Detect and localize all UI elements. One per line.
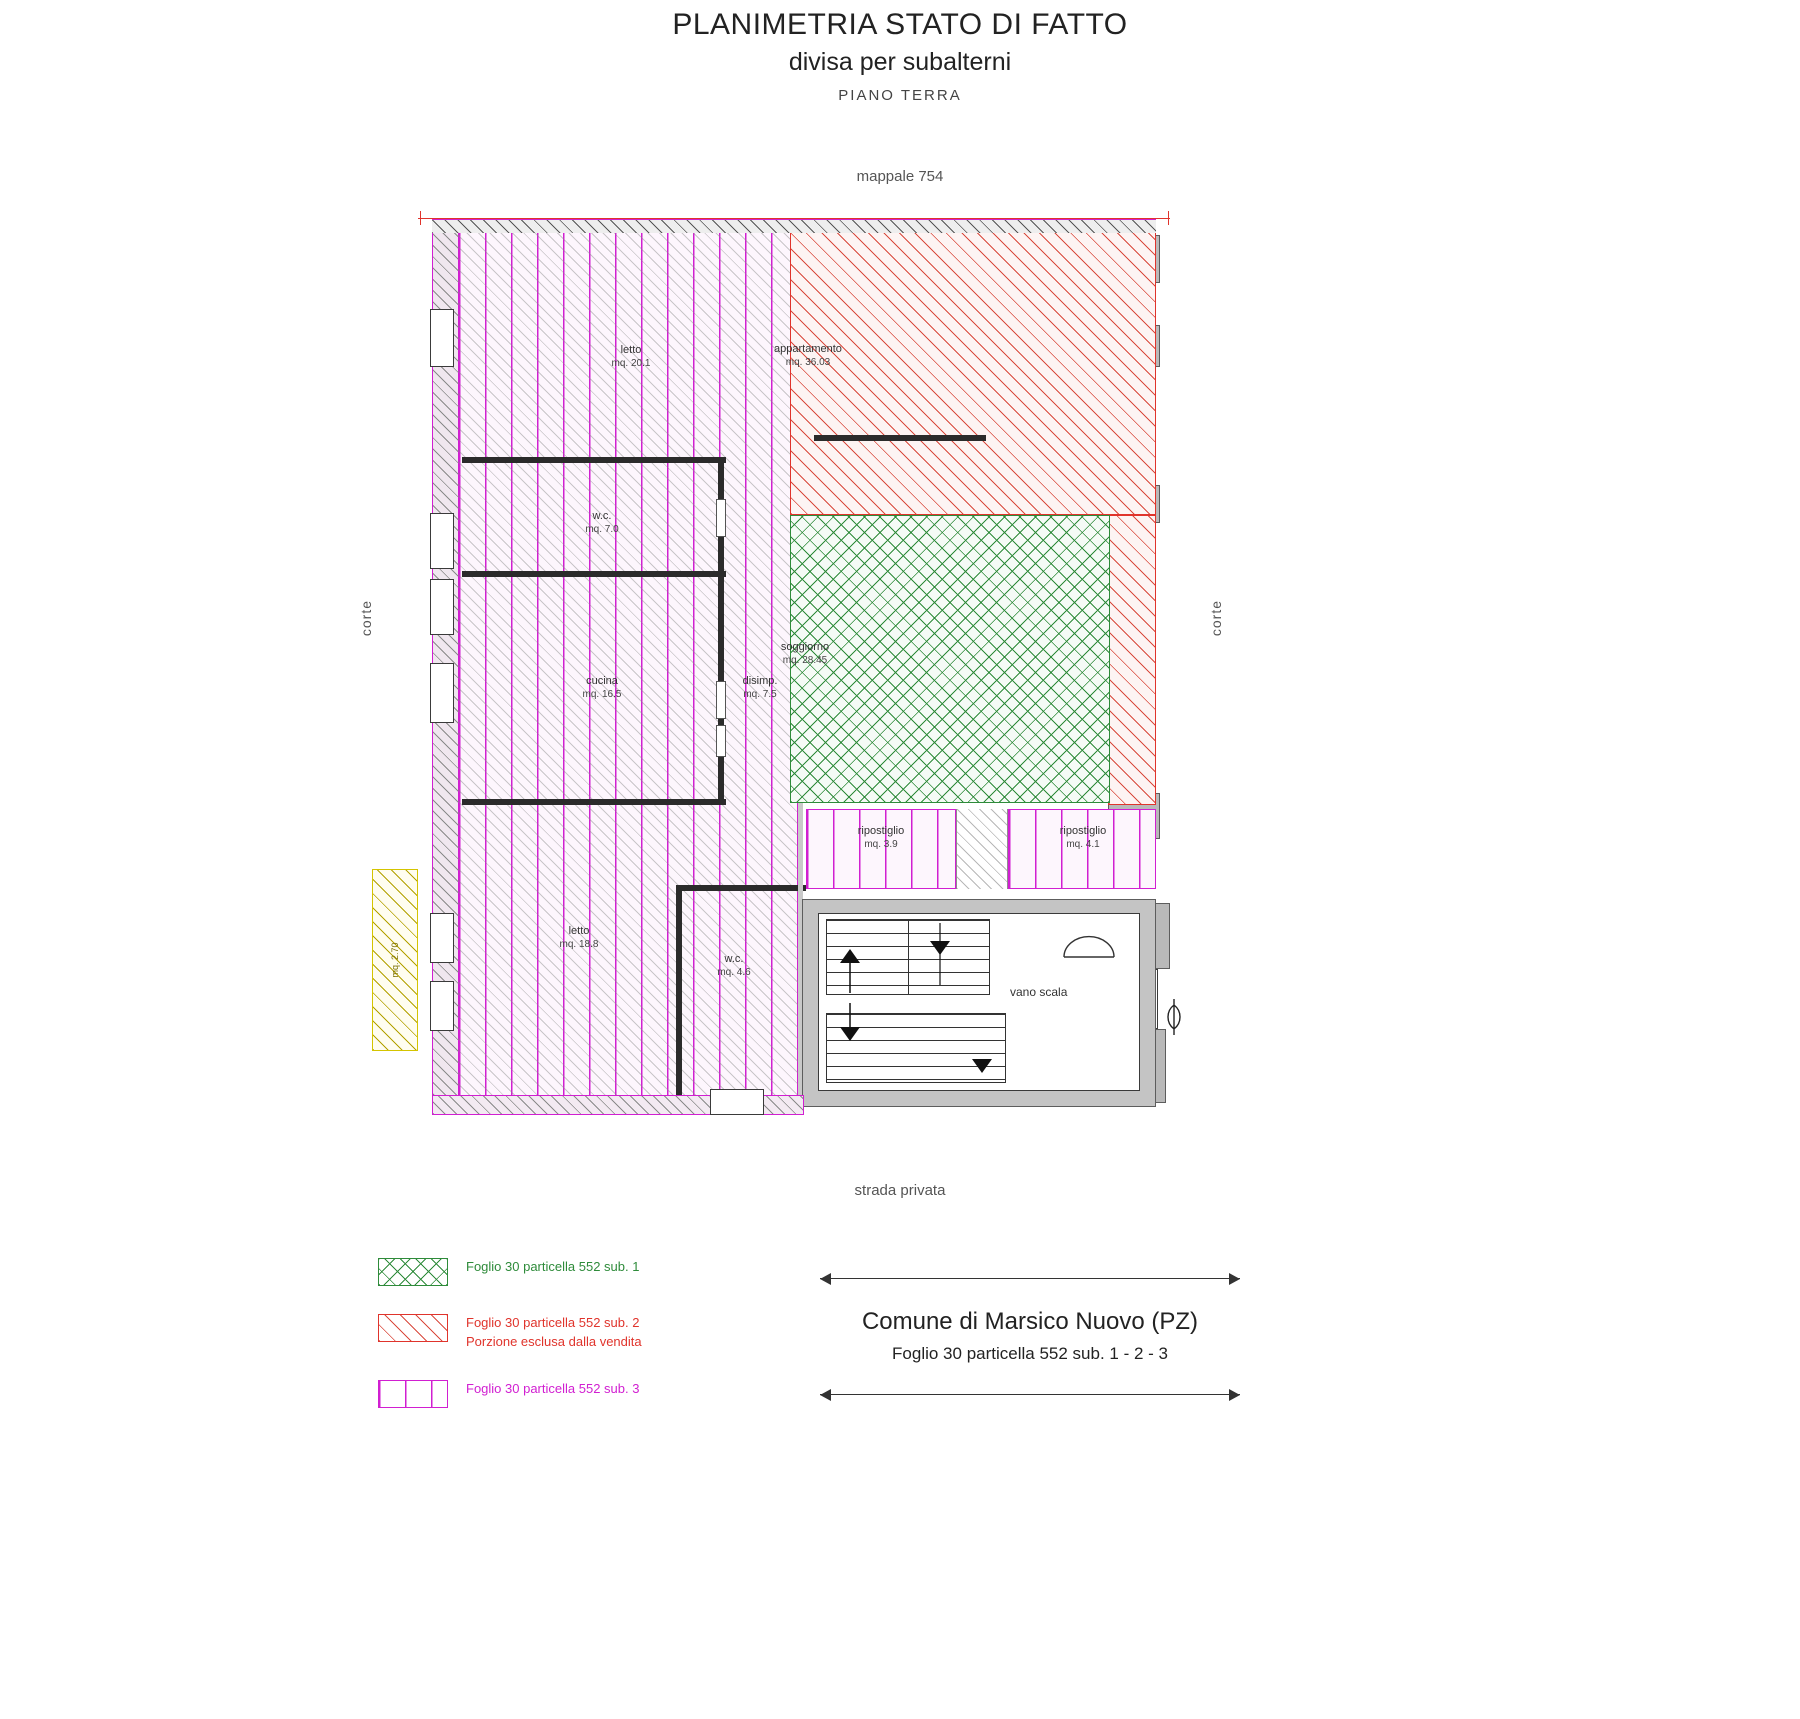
room-label: w.c. mq. 4.6 <box>717 953 751 978</box>
label-corte-left: corte <box>358 600 374 637</box>
title-block <box>0 8 1800 104</box>
legend-label-sub1: Foglio 30 particella 552 sub. 1 <box>466 1259 640 1274</box>
yellow-strip-label: mq. 2.70 <box>390 942 400 978</box>
label-corte-right: corte <box>1208 600 1224 637</box>
cartouche-top-rule <box>820 1272 1240 1286</box>
room-label: letto mq. 18.8 <box>559 925 599 950</box>
legend-swatch-sub2 <box>378 1314 448 1342</box>
gate-icon <box>1160 995 1190 1041</box>
partition-wall <box>676 885 682 1107</box>
legend-note-sub2: Porzione esclusa dalla vendita <box>466 1333 642 1349</box>
partition-wall <box>676 885 806 891</box>
perimeter-wall-top <box>432 219 1156 233</box>
room-label: letto mq. 20.1 <box>611 344 651 369</box>
window-opening <box>430 513 454 569</box>
window-opening <box>430 663 454 723</box>
label-strada-bottom: strada privata <box>854 1182 946 1199</box>
legend-item <box>378 1314 808 1352</box>
door-swing-icon <box>1058 931 1128 971</box>
cartouche <box>820 1272 1240 1402</box>
unit-sub2-strip <box>1108 515 1156 805</box>
floor-label: PIANO TERRA <box>838 87 962 104</box>
partition-wall <box>462 799 726 805</box>
cartouche-bottom-rule <box>820 1388 1240 1402</box>
room-label: disimp. mq. 7.5 <box>742 675 778 700</box>
room-label: appartamento mq. 36.03 <box>774 343 842 368</box>
partition-wall <box>462 457 726 463</box>
room-label: cucina mq. 16.5 <box>582 675 622 700</box>
stair-direction-arrows <box>822 913 1022 1093</box>
legend-item <box>378 1258 808 1286</box>
window-opening <box>430 981 454 1031</box>
legend <box>378 1258 808 1436</box>
door-opening <box>710 1089 764 1115</box>
page-subtitle: divisa per subalterni <box>788 48 1012 76</box>
page-title: PLANIMETRIA STATO DI FATTO <box>672 8 1128 41</box>
cartouche-parcel: Foglio 30 particella 552 sub. 1 - 2 - 3 <box>892 1344 1168 1363</box>
legend-label-sub2: Foglio 30 particella 552 sub. 2 <box>466 1315 640 1330</box>
legend-label-sub3: Foglio 30 particella 552 sub. 3 <box>466 1380 640 1396</box>
legend-swatch-sub1 <box>378 1258 448 1286</box>
room-label: ripostiglio mq. 3.9 <box>857 825 905 850</box>
stairwell-label: vano scala <box>1010 985 1068 999</box>
room-label: soggiorno mq. 28.45 <box>780 641 830 666</box>
legend-item <box>378 1380 808 1408</box>
partition-wall <box>814 435 986 441</box>
window-opening <box>430 579 454 635</box>
cartouche-municipality: Comune di Marsico Nuovo (PZ) <box>861 1308 1199 1335</box>
room-label: w.c. mq. 7.0 <box>585 510 619 535</box>
partition-wall <box>462 571 726 577</box>
window-opening <box>430 913 454 963</box>
door-opening <box>716 499 726 537</box>
room-label: ripostiglio mq. 4.1 <box>1059 825 1107 850</box>
legend-swatch-sub3 <box>378 1380 448 1408</box>
floor-plan <box>418 213 1178 1113</box>
wall-between-storages <box>956 809 1008 889</box>
door-opening <box>716 725 726 757</box>
label-mappale-top: mappale 754 <box>856 168 944 185</box>
unit-sub2-area <box>790 227 1156 515</box>
window-opening <box>430 309 454 367</box>
yellow-strip-area <box>372 869 418 1051</box>
